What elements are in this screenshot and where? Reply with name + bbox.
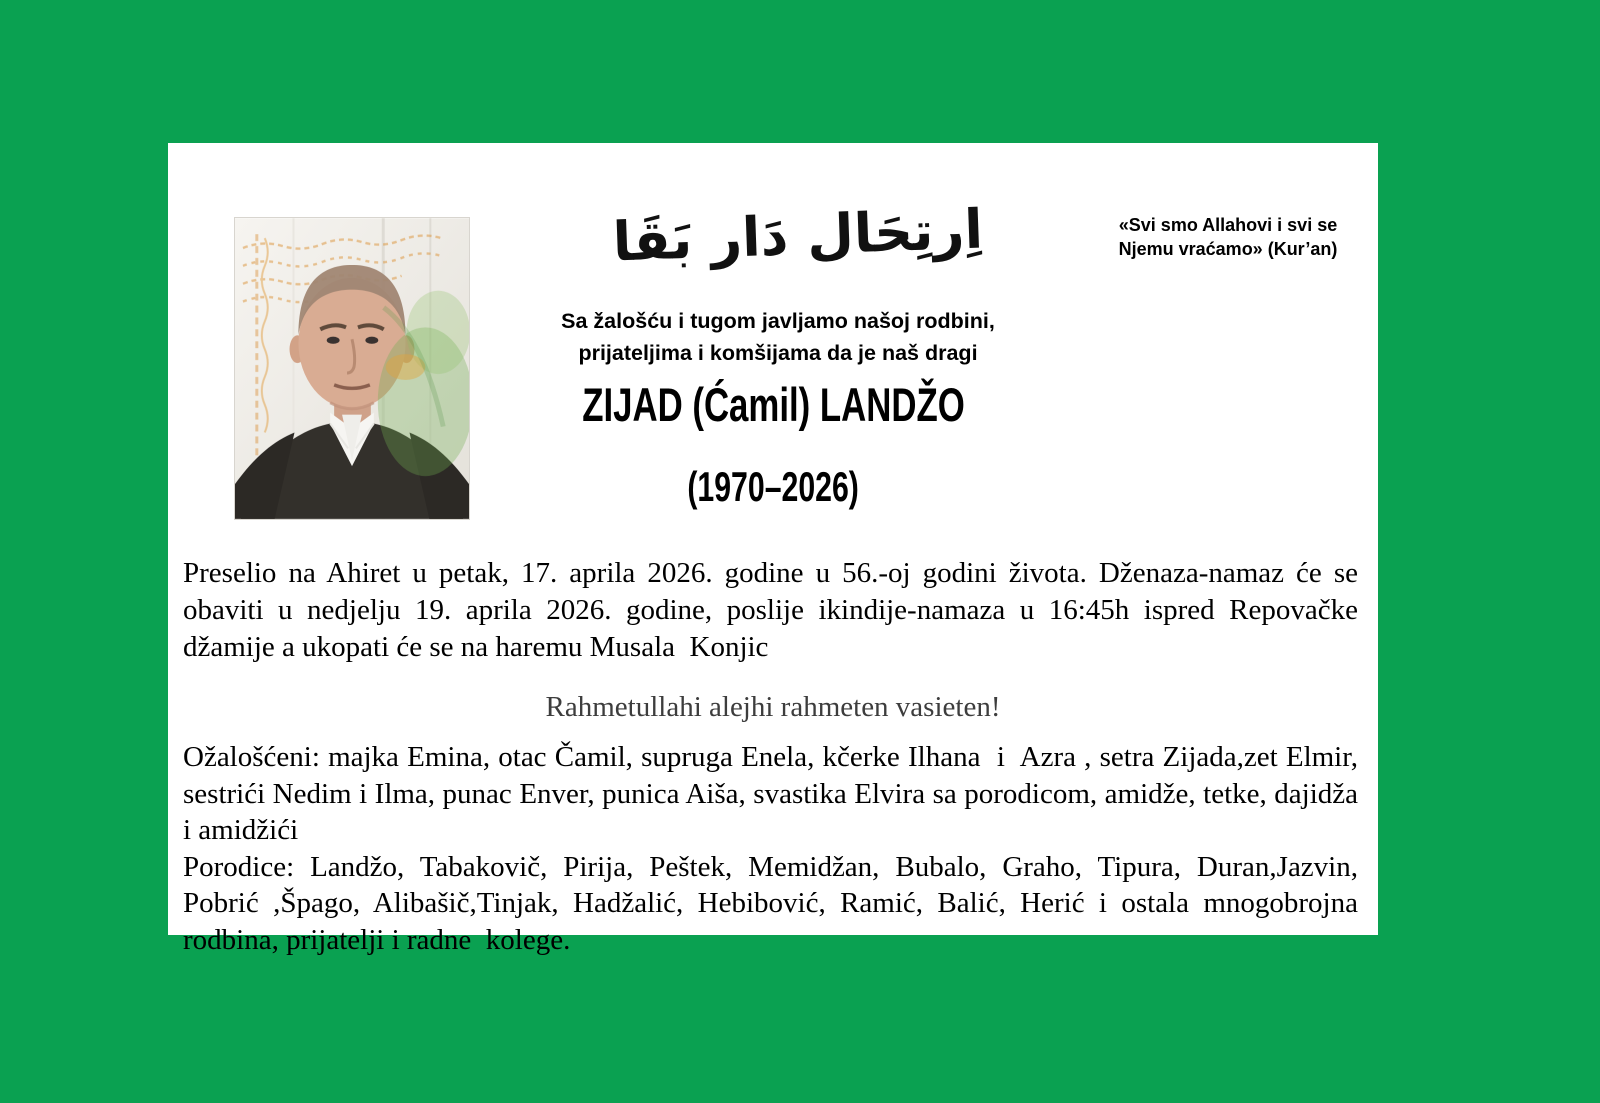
intro-line1: Sa žalošću i tugom javljamo našoj rodbini, — [561, 309, 995, 333]
mourners-section — [183, 739, 1366, 958]
prayer-line: Rahmetullahi alejhi rahmeten vasieten! — [545, 691, 1001, 723]
life-years: (1970–2026) — [687, 463, 859, 510]
obituary-card — [168, 143, 1378, 956]
intro-line2: prijateljima i komšijama da je naš dragi — [578, 341, 978, 365]
announcement-intro — [468, 305, 1088, 369]
arabic-calligraphy: اِرتِحَال دَار بَقَا — [611, 197, 984, 274]
life-years-block — [168, 463, 1378, 511]
deceased-name: ZIJAD (Ćamil) LANDŽO — [581, 378, 965, 431]
funeral-details-paragraph: Preselio na Ahiret u petak, 17. aprila 2026. godine u 56.-oj godini života. Dženaza-namaz će se obaviti u nedjelju 19. aprila 2026. godine, poslije ikindije-namaza u 16:45h ispred Repovačke džamije a ukopati će se na haremu Musala Konjic — [183, 557, 1366, 663]
quran-quote-line2: Njemu vraćamo» (Kur’an) — [1118, 239, 1338, 259]
quran-quote-line1: «Svi smo Allahovi i svi se — [1118, 215, 1338, 235]
quran-quote — [1088, 213, 1368, 261]
mourning-family-paragraph: Ožalošćeni: majka Emina, otac Čamil, supruga Enela, kčerke Ilhana i Azra , setra Zijada,zet Elmir, sestrići Nedim i Ilma, punac Enver, punica Aiša, svastika Elvira sa porodicom, amidže, tetke, dajidža i amidžići — [183, 741, 1366, 846]
deceased-name-block — [168, 377, 1378, 432]
mourning-families-paragraph: Porodice: Landžo, Tabakovič, Pirija, Peštek, Memidžan, Bubalo, Graho, Tipura, Duran,Jazvin, Pobrić ,Špago, Alibašič,Tinjak, Hadžalić, Hebibović, Ramić, Balić, Herić i ostala mnogobrojna rodbina, prijatelji i radne kolege. — [183, 850, 1366, 956]
